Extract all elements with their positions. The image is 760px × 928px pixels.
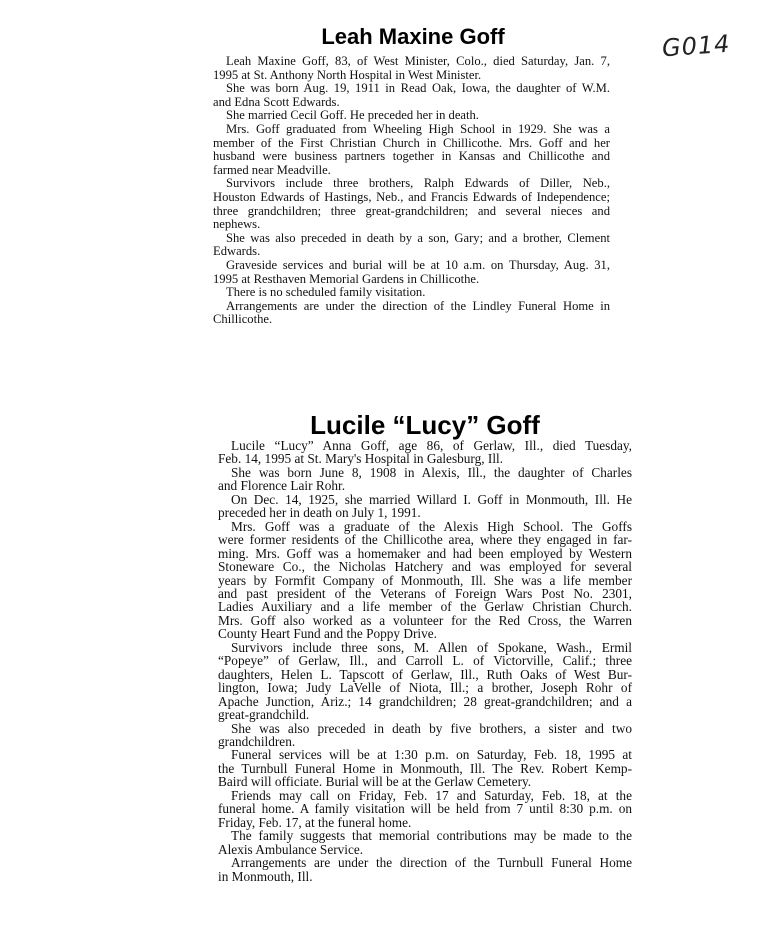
text-line: Baird will officiate. Burial will be at the Gerlaw Cemetery. xyxy=(218,774,532,790)
text-line: Mrs. Goff was a graduate of the Alexis High School. The Goffs xyxy=(231,518,632,534)
handwritten-page-id: G014 xyxy=(661,29,732,63)
text-line: in Monmouth, Ill. xyxy=(218,868,313,884)
text-line: ming. Mrs. Goff was a homemaker and had been employed by Western xyxy=(218,545,632,561)
text-line: On Dec. 14, 1925, she married Willard I. Goff in Monmouth, Ill. He xyxy=(231,491,632,507)
text-line: 1995 at Resthaven Memorial Gardens in Chillicothe. xyxy=(213,271,480,286)
text-line: Feb. 14, 1995 at St. Mary's Hospital in Galesburg, Ill. xyxy=(218,451,504,467)
text-line: She was born Aug. 19, 1911 in Read Oak, Iowa, the daughter of W.M. xyxy=(226,81,610,96)
text-line: Mrs. Goff graduated from Wheeling High School in 1929. She was a xyxy=(226,121,610,136)
text-line: Friends may call on Friday, Feb. 17 and Saturday, Feb. 18, at the xyxy=(231,787,632,803)
text-line: Survivors include three sons, M. Allen of Spokane, Wash., Ermil xyxy=(231,639,632,655)
obituary-title-lucy: Lucile “Lucy” Goff xyxy=(310,410,540,440)
text-line: Friday, Feb. 17, at the funeral home. xyxy=(218,814,412,830)
text-line: Stoneware Co., the Nicholas Hatchery and was employed for several xyxy=(218,559,632,575)
text-line: Arrangements are under the direction of the Lindley Funeral Home in xyxy=(226,298,610,313)
text-line: preceded her in death on July 1, 1991. xyxy=(218,505,421,521)
text-line: years by Formfit Company of Monmouth, Ill. She was a life member xyxy=(218,572,632,588)
text-line: were former residents of the Chillicothe area, where they engaged in far- xyxy=(218,532,632,548)
text-line: Lucile “Lucy” Anna Goff, age 86, of Gerlaw, Ill., died Tuesday, xyxy=(231,438,632,453)
text-line: member of the First Christian Church in Chillicothe. Mrs. Goff and her xyxy=(213,135,610,150)
text-line: Arrangements are under the direction of the Turnbull Funeral Home xyxy=(231,855,632,871)
text-line: Mrs. Goff also worked as a volunteer for the Red Cross, the Warren xyxy=(218,612,632,628)
text-line: She was born June 8, 1908 in Alexis, Ill., the daughter of Charles xyxy=(231,464,632,480)
obituary-body-leah xyxy=(213,55,610,327)
text-line: Survivors include three brothers, Ralph Edwards of Diller, Neb., xyxy=(226,176,610,191)
text-line: Houston Edwards of Hastings, Neb., and Francis Edwards of Independence; xyxy=(213,189,610,204)
text-line: Ladies Auxiliary and a life member of the Gerlaw Christian Church. xyxy=(218,599,632,615)
text-line: County Heart Fund and the Poppy Drive. xyxy=(218,626,438,642)
text-line: Chillicothe. xyxy=(213,312,273,327)
text-line: She married Cecil Goff. He preceded her in death. xyxy=(226,108,479,123)
text-line: Funeral services will be at 1:30 p.m. on Saturday, Feb. 18, 1995 at xyxy=(231,747,632,763)
text-line: There is no scheduled family visitation. xyxy=(226,285,426,300)
text-line: The family suggests that memorial contributions may be made to the xyxy=(231,828,632,844)
text-line: 1995 at St. Anthony North Hospital in West Minister. xyxy=(213,67,482,82)
text-line: three grandchildren; three great-grandchildren; and several nieces and xyxy=(213,203,610,218)
text-line: funeral home. A family visitation will be held from 7 until 8:30 p.m. on xyxy=(218,801,632,817)
text-line: and past president of the Veterans of Foreign Wars Post No. 2301, xyxy=(218,585,632,601)
text-line: daughters, Helen L. Tapscott of Gerlaw, Ill., Ruth Oaks of West Bur- xyxy=(218,666,632,682)
text-line: She was also preceded in death by five brothers, a sister and two xyxy=(231,720,632,736)
text-line: She was also preceded in death by a son, Gary; and a brother, Clement xyxy=(226,230,610,245)
text-line: great-grandchild. xyxy=(218,707,310,723)
text-line: farmed near Meadville. xyxy=(213,162,331,177)
text-line: Graveside services and burial will be at 10 a.m. on Thursday, Aug. 31, xyxy=(226,257,610,272)
text-line: Edwards. xyxy=(213,244,261,259)
text-line: and Florence Lair Rohr. xyxy=(218,478,346,494)
text-line: “Popeye” of Gerlaw, Ill., and Carroll L. of Victorville, Calif.; three xyxy=(218,653,632,669)
obituary-body-lucy xyxy=(218,439,632,883)
text-line: the Turnbull Funeral Home in Monmouth, Ill. The Rev. Robert Kemp- xyxy=(218,760,632,776)
text-line: lington, Iowa; Judy LaVelle of Niota, Ill.; a brother, Joseph Rohr of xyxy=(218,680,632,696)
text-line: nephews. xyxy=(213,217,261,232)
text-line: husband were business partners together in Kansas and Chillicothe and xyxy=(213,149,610,164)
text-line: Apache Junction, Ariz.; 14 grandchildren; 28 great-grandchildren; and a xyxy=(218,693,632,709)
text-line: grandchildren. xyxy=(218,733,296,749)
text-line: Alexis Ambulance Service. xyxy=(218,841,364,857)
obituary-title-leah: Leah Maxine Goff xyxy=(321,24,505,49)
text-line: Leah Maxine Goff, 83, of West Minister, Colo., died Saturday, Jan. 7, xyxy=(226,54,610,68)
text-line: and Edna Scott Edwards. xyxy=(213,94,340,109)
